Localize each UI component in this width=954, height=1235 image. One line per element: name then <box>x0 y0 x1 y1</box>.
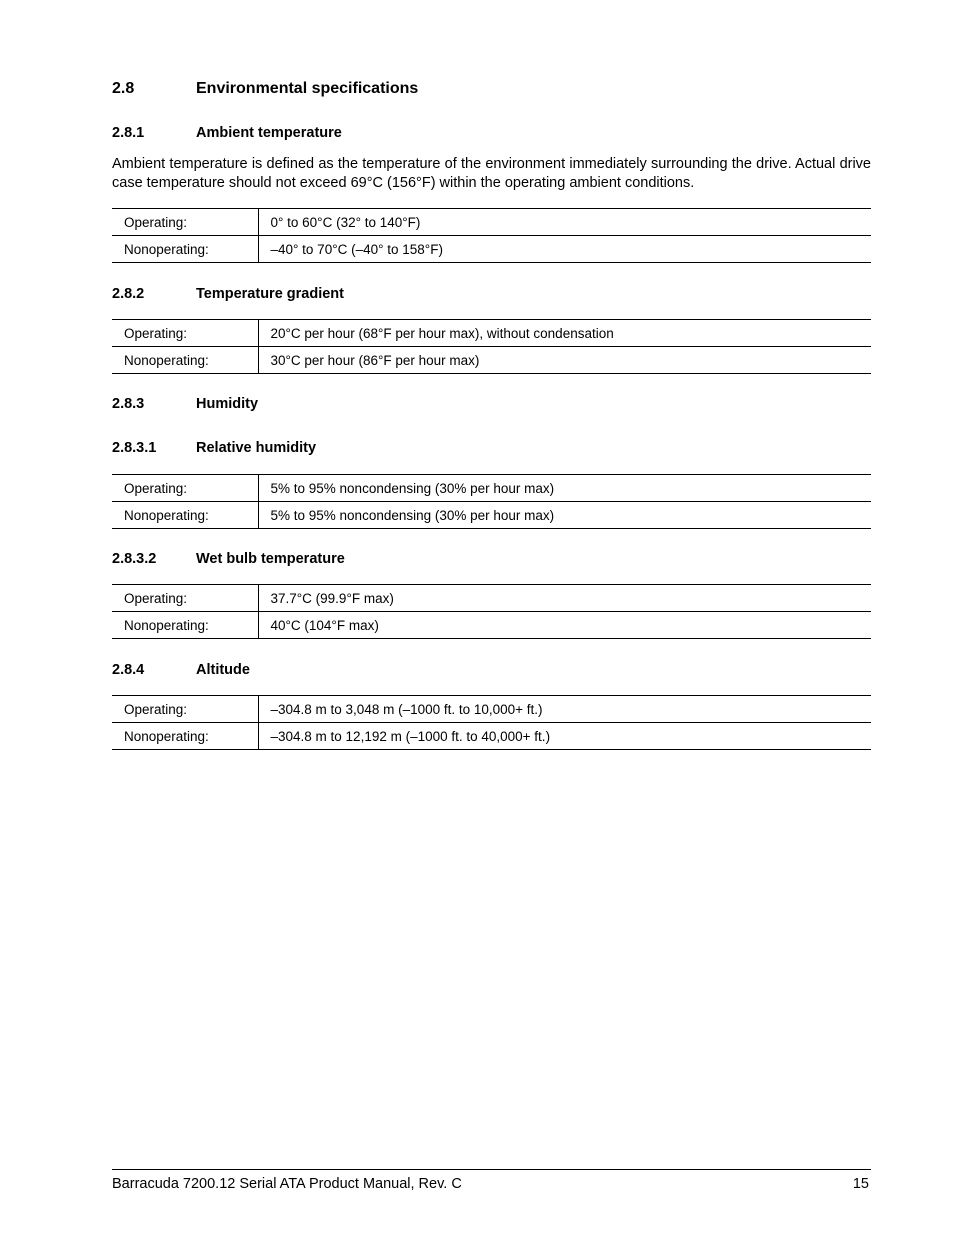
row-label: Nonoperating: <box>112 723 258 750</box>
section-title: Wet bulb temperature <box>196 551 345 567</box>
row-value: 5% to 95% noncondensing (30% per hour max) <box>258 475 871 502</box>
ambient-temperature-paragraph: Ambient temperature is defined as the temperature of the environment immediately surrounding the drive. Actual drive case temperature should not exceed 69°C (156°F) within the operating ambient conditions. <box>112 156 871 191</box>
table-row <box>112 236 871 263</box>
section-number: 2.8 <box>112 80 135 97</box>
relative-humidity-table <box>112 474 871 529</box>
temperature-gradient-table <box>112 319 871 374</box>
row-value: –304.8 m to 3,048 m (–1000 ft. to 10,000+ ft.) <box>258 696 871 723</box>
section-title: Relative humidity <box>196 440 317 456</box>
table-row <box>112 320 871 347</box>
row-label: Operating: <box>112 585 258 612</box>
section-number: 2.8.3.1 <box>112 440 157 456</box>
row-label: Operating: <box>112 320 258 347</box>
table-row <box>112 475 871 502</box>
table-row <box>112 347 871 374</box>
table-row <box>112 209 871 236</box>
table-row <box>112 502 871 529</box>
section-number: 2.8.3 <box>112 396 145 412</box>
footer-doc-title: Barracuda 7200.12 Serial ATA Product Manual, Rev. C <box>112 1176 462 1192</box>
row-label: Operating: <box>112 475 258 502</box>
row-label: Nonoperating: <box>112 612 258 639</box>
footer-page-number: 15 <box>852 1176 869 1192</box>
row-label: Nonoperating: <box>112 347 258 374</box>
section-number: 2.8.1 <box>112 125 145 141</box>
section-title: Environmental specifications <box>196 80 419 97</box>
row-value: 20°C per hour (68°F per hour max), without condensation <box>258 320 871 347</box>
table-row <box>112 585 871 612</box>
section-title: Altitude <box>196 662 250 678</box>
row-value: –40° to 70°C (–40° to 158°F) <box>258 236 871 263</box>
row-value: 37.7°C (99.9°F max) <box>258 585 871 612</box>
section-title: Temperature gradient <box>196 286 344 302</box>
footer-divider <box>112 1169 871 1170</box>
table-row <box>112 723 871 750</box>
altitude-table <box>112 695 871 750</box>
row-value: –304.8 m to 12,192 m (–1000 ft. to 40,000+ ft.) <box>258 723 871 750</box>
row-label: Operating: <box>112 209 258 236</box>
section-number: 2.8.3.2 <box>112 551 157 567</box>
row-label: Nonoperating: <box>112 502 258 529</box>
section-number: 2.8.2 <box>112 286 145 302</box>
section-title: Humidity <box>196 396 259 412</box>
row-value: 30°C per hour (86°F per hour max) <box>258 347 871 374</box>
row-label: Nonoperating: <box>112 236 258 263</box>
row-label: Operating: <box>112 696 258 723</box>
row-value: 5% to 95% noncondensing (30% per hour max) <box>258 502 871 529</box>
row-value: 40°C (104°F max) <box>258 612 871 639</box>
table-row <box>112 612 871 639</box>
wet-bulb-temperature-table <box>112 584 871 639</box>
table-row <box>112 696 871 723</box>
ambient-temperature-table <box>112 208 871 263</box>
row-value: 0° to 60°C (32° to 140°F) <box>258 209 871 236</box>
section-number: 2.8.4 <box>112 662 145 678</box>
section-title: Ambient temperature <box>196 125 342 141</box>
